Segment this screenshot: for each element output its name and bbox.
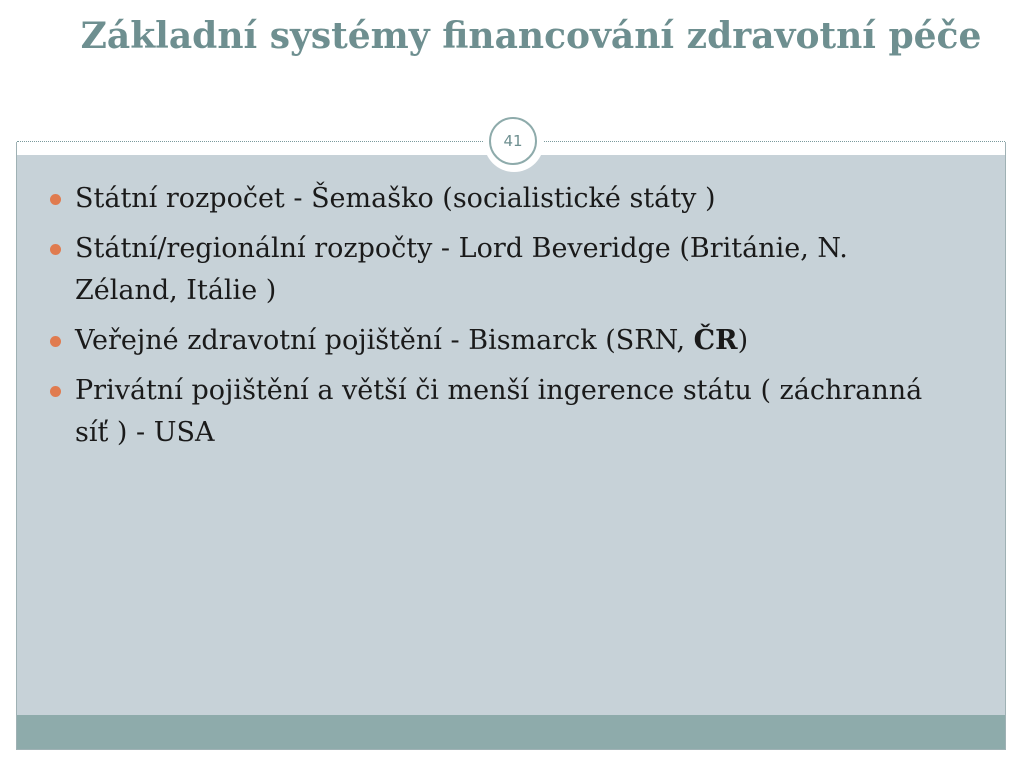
bullet-item [50, 228, 950, 312]
bullet-text-bold: ČR [693, 325, 738, 356]
bullet-list [50, 178, 950, 462]
bullet-item [50, 320, 950, 362]
bullet-item [50, 178, 950, 220]
bullet-item [50, 370, 950, 454]
bullet-marker-icon [50, 194, 61, 205]
bullet-text: Veřejné zdravotní pojištění - Bismarck (SRN, [75, 325, 694, 356]
bullet-marker-icon [50, 244, 61, 255]
bullet-text-end: ) [737, 325, 749, 356]
bullet-text: Privátní pojištění a větší či menší ingerence státu ( záchranná síť ) - USA [75, 375, 923, 448]
slide-title: Základní systémy financování zdravotní péče [80, 15, 982, 57]
bullet-marker-icon [50, 386, 61, 397]
page-number: 41 [489, 117, 537, 165]
bullet-text: Státní rozpočet - Šemaško (socialistické státy ) [75, 183, 716, 214]
bullet-text: Státní/regionální rozpočty - Lord Beveridge (Británie, N. Zéland, Itálie ) [75, 233, 848, 306]
footer-bar [17, 715, 1005, 749]
bullet-marker-icon [50, 336, 61, 347]
